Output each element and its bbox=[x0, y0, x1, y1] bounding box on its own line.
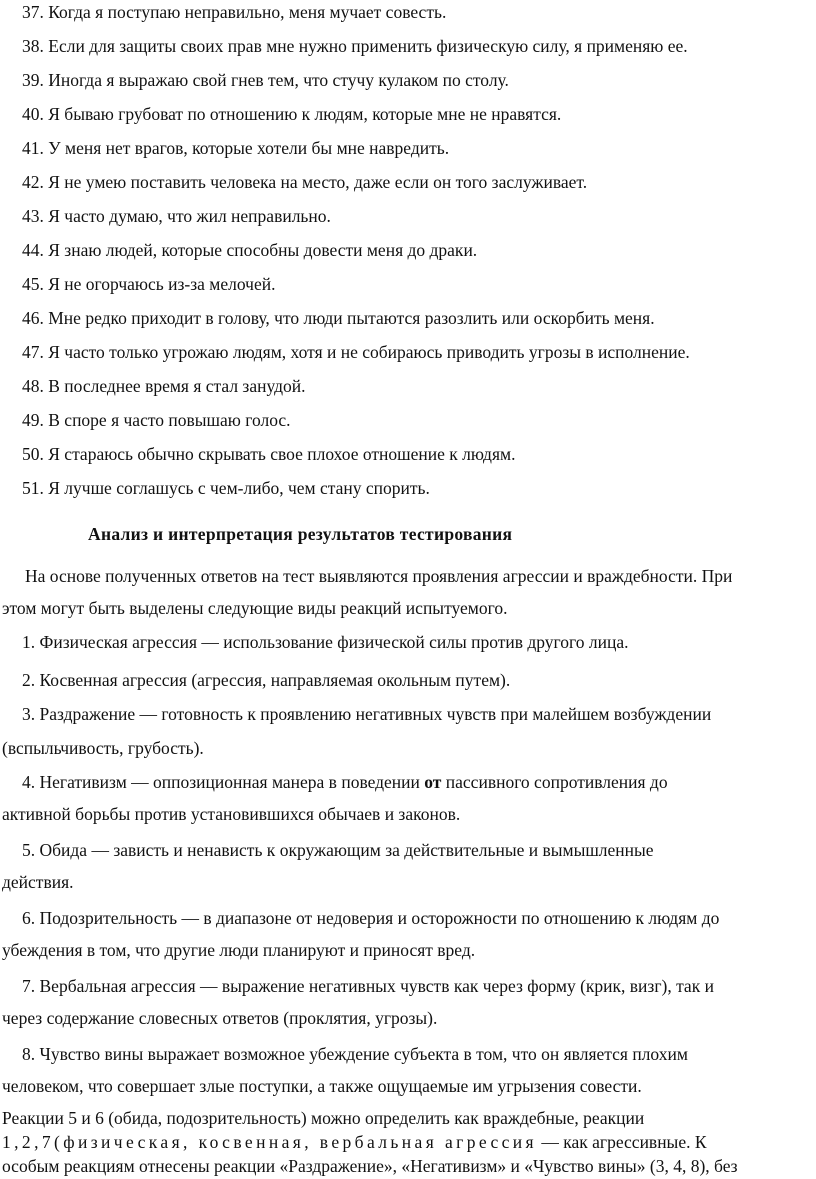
conclusion-spaced-text: 1,2,7(физическая, косвенная, вербальная агрессия bbox=[2, 1132, 537, 1152]
question-48: 48. В последнее время я стал занудой. bbox=[22, 376, 306, 396]
question-51: 51. Я лучше соглашусь с чем-либо, чем стану спорить. bbox=[22, 478, 430, 498]
question-49: 49. В споре я часто повышаю голос. bbox=[22, 410, 291, 430]
item-resentment: 5. Обида — зависть и ненависть к окружающим за действительные и вымышленные bbox=[22, 840, 654, 860]
section-heading: Анализ и интерпретация результатов тестирования bbox=[88, 524, 513, 544]
intro-line-1: На основе полученных ответов на тест выявляются проявления агрессии и враждебности. При bbox=[25, 566, 733, 586]
question-46: 46. Мне редко приходит в голову, что люди пытаются разозлить или оскорбить меня. bbox=[22, 308, 655, 328]
item-irritation-cont: (вспыльчивость, грубость). bbox=[2, 738, 204, 758]
item-negativism bbox=[22, 771, 668, 793]
item-suspicion: 6. Подозрительность — в диапазоне от недоверия и осторожности по отношению к людям до bbox=[22, 908, 720, 928]
item-indirect-aggression: 2. Косвенная агрессия (агрессия, направляемая окольным путем). bbox=[22, 670, 511, 690]
item-negativism-text-end: пассивного сопротивления до bbox=[441, 772, 668, 792]
question-44: 44. Я знаю людей, которые способны довести меня до драки. bbox=[22, 240, 478, 260]
conclusion-line-1: Реакции 5 и 6 (обида, подозрительность) можно определить как враждебные, реакции bbox=[2, 1108, 645, 1128]
question-38: 38. Если для защиты своих прав мне нужно применить физическую силу, я применяю ее. bbox=[22, 36, 688, 56]
item-negativism-text: 4. Негативизм — оппозиционная манера в поведении bbox=[22, 772, 425, 792]
item-suspicion-cont: убеждения в том, что другие люди планируют и приносят вред. bbox=[2, 940, 476, 960]
item-negativism-cont: активной борьбы против установившихся обычаев и законов. bbox=[2, 804, 461, 824]
question-45: 45. Я не огорчаюсь из-за мелочей. bbox=[22, 274, 276, 294]
item-physical-aggression: 1. Физическая агрессия — использование физической силы против другого лица. bbox=[22, 632, 629, 652]
question-42: 42. Я не умею поставить человека на место, даже если он того заслуживает. bbox=[22, 172, 588, 192]
question-50: 50. Я стараюсь обычно скрывать свое плохое отношение к людям. bbox=[22, 444, 516, 464]
intro-line-2: этом могут быть выделены следующие виды реакций испытуемого. bbox=[2, 598, 508, 618]
question-41: 41. У меня нет врагов, которые хотели бы мне навредить. bbox=[22, 138, 450, 158]
conclusion-text: — как агрессивные. К bbox=[537, 1132, 707, 1152]
item-guilt-cont: человеком, что совершает злые поступки, а также ощущаемые им угрызения совести. bbox=[2, 1076, 642, 1096]
item-verbal-aggression: 7. Вербальная агрессия — выражение негативных чувств как через форму (крик, визг), так и bbox=[22, 976, 714, 996]
item-negativism-bold: от bbox=[424, 772, 442, 792]
question-40: 40. Я бываю грубоват по отношению к людям, которые мне не нравятся. bbox=[22, 104, 562, 124]
question-37: 37. Когда я поступаю неправильно, меня мучает совесть. bbox=[22, 2, 447, 22]
item-verbal-aggression-cont: через содержание словесных ответов (проклятия, угрозы). bbox=[2, 1008, 438, 1028]
question-43: 43. Я часто думаю, что жил неправильно. bbox=[22, 206, 331, 226]
conclusion-line-3: особым реакциям отнесены реакции «Раздражение», «Негативизм» и «Чувство вины» (3, 4, 8), без bbox=[2, 1156, 738, 1176]
question-39: 39. Иногда я выражаю свой гнев тем, что стучу кулаком по столу. bbox=[22, 70, 509, 90]
question-47: 47. Я часто только угрожаю людям, хотя и не собираюсь приводить угрозы в исполнение. bbox=[22, 342, 690, 362]
conclusion-line-2 bbox=[2, 1131, 707, 1153]
item-guilt: 8. Чувство вины выражает возможное убеждение субъекта в том, что он является плохим bbox=[22, 1044, 688, 1064]
item-resentment-cont: действия. bbox=[2, 872, 74, 892]
item-irritation: 3. Раздражение — готовность к проявлению негативных чувств при малейшем возбуждении bbox=[22, 704, 712, 724]
